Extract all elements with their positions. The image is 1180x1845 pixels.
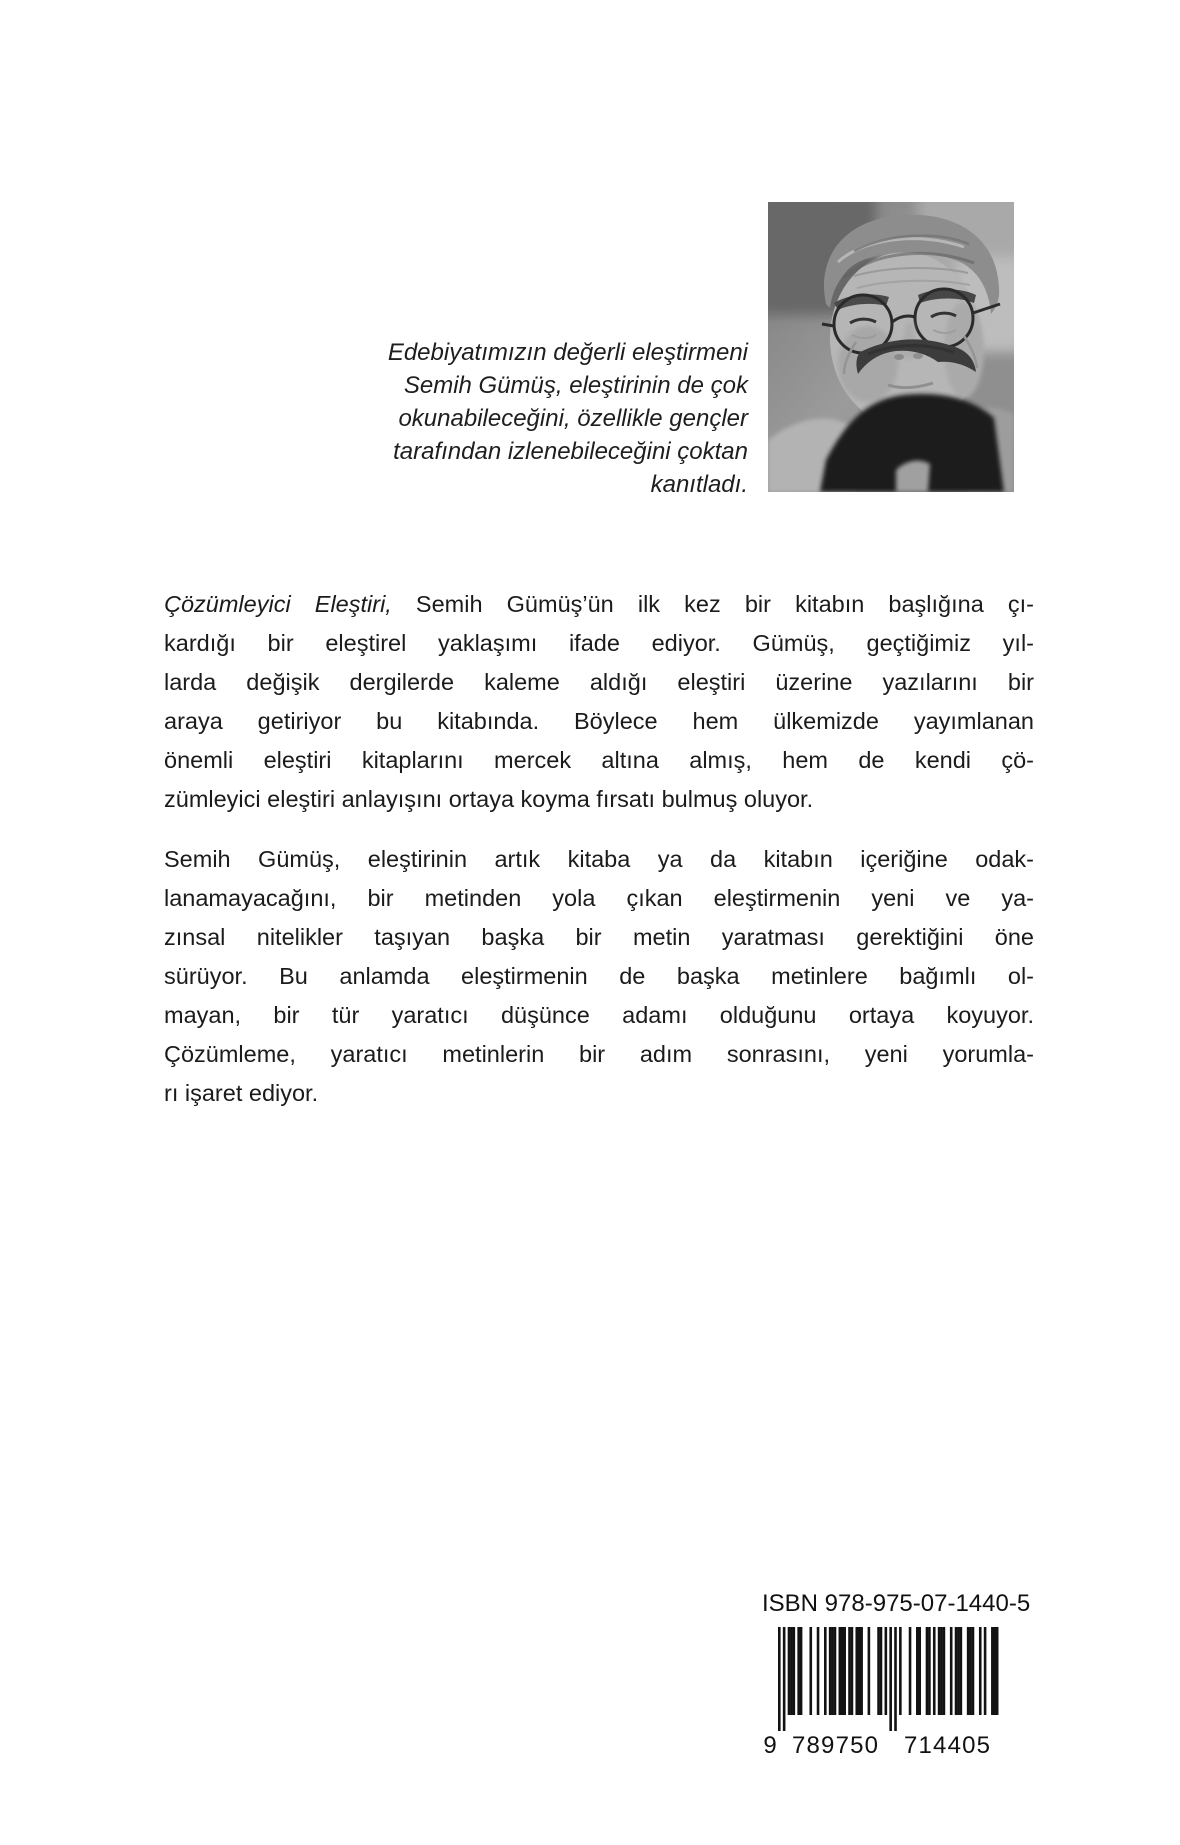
paragraph-1-first-line-rest: Semih Gümüş’ün ilk kez bir kitabın başlığına çı- bbox=[391, 591, 1034, 617]
paragraph-2-line: Çözümleme, yaratıcı metinlerin bir adım sonrasını, yeni yorumla- bbox=[164, 1041, 1034, 1067]
barcode-digit-left: 9 bbox=[763, 1732, 777, 1759]
paragraph-2-line: mayan, bir tür yaratıcı düşünce adamı olduğunu ortaya koyuyor. bbox=[164, 1002, 1034, 1028]
isbn-label: ISBN 978-975-07-1440-5 bbox=[762, 1590, 1031, 1617]
paragraph-1-lines-line: zümleyici eleştiri anlayışını ortaya koyma fırsatı bulmuş oluyor. bbox=[164, 786, 814, 812]
paragraph-2-line: lanamayacağını, bir metinden yola çıkan eleştirmenin yeni ve ya- bbox=[164, 885, 1034, 911]
paragraph-2-line: zınsal nitelikler taşıyan başka bir metin yaratması gerektiğini öne bbox=[164, 924, 1034, 950]
paragraph-1-lines-line: önemli eleştiri kitaplarını mercek altına almış, hem de kendi çö- bbox=[164, 747, 1034, 773]
paragraph-2 bbox=[164, 840, 1034, 1113]
barcode-bars bbox=[778, 1627, 998, 1731]
body-text bbox=[164, 585, 1034, 1113]
barcode-digits-group2: 714405 bbox=[904, 1732, 990, 1759]
quote-block-line: okunabileceğini, özellikle gençler bbox=[398, 405, 748, 432]
quote-block-line: tarafından izlenebileceğini çoktan bbox=[393, 438, 748, 465]
barcode-digits-group1: 789750 bbox=[792, 1732, 878, 1759]
paragraph-1-lines-line: kardığı bir eleştirel yaklaşımı ifade ediyor. Gümüş, geçtiğimiz yıl- bbox=[164, 630, 1034, 656]
paragraph-1-lines bbox=[164, 624, 1034, 819]
book-title-italic: Çözümleyici Eleştiri, bbox=[164, 591, 392, 617]
author-photo bbox=[768, 202, 1014, 492]
quote-block-line: kanıtladı. bbox=[650, 471, 748, 498]
isbn-block bbox=[762, 1590, 1031, 1759]
portrait-illustration bbox=[768, 202, 1014, 492]
paragraph-1 bbox=[164, 585, 1034, 819]
quote-block-line: Semih Gümüş, eleştirinin de çok bbox=[403, 372, 748, 399]
paragraph-2-line: rı işaret ediyor. bbox=[164, 1080, 319, 1106]
paragraph-2-line: Semih Gümüş, eleştirinin artık kitaba ya da kitabın içeriğine odak- bbox=[164, 846, 1034, 872]
paragraph-2-line: sürüyor. Bu anlamda eleştirmenin de başka metinlere bağımlı ol- bbox=[164, 963, 1034, 989]
ean13-barcode bbox=[762, 1627, 1012, 1759]
paragraph-1-first-line bbox=[164, 585, 1034, 624]
paragraph-1-lines-line: larda değişik dergilerde kaleme aldığı eleştiri üzerine yazılarını bir bbox=[164, 669, 1034, 695]
quote-block-line: Edebiyatımızın değerli eleştirmeni bbox=[387, 339, 748, 366]
paragraph-1-lines-line: araya getiriyor bu kitabında. Böylece hem ülkemizde yayımlanan bbox=[164, 708, 1034, 734]
quote-block bbox=[298, 336, 748, 501]
